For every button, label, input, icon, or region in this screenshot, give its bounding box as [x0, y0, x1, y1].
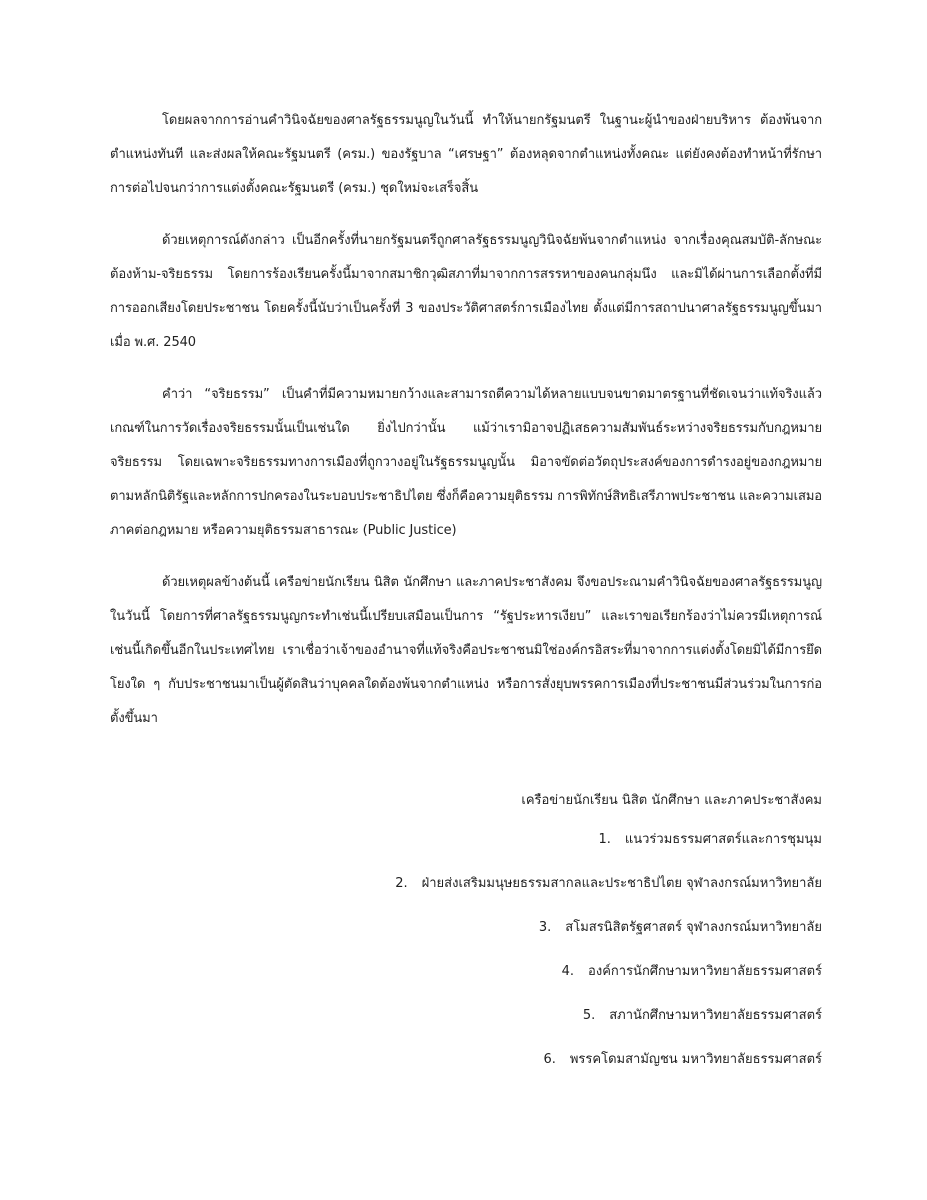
organization-name: ฝ่ายส่งเสริมมนุษยธรรมสากลและประชาธิปไตย จุฬาลงกรณ์มหาวิทยาลัย	[421, 876, 822, 891]
organization-name: พรรคโดมสามัญชน มหาวิทยาลัยธรรมศาสตร์	[569, 1052, 822, 1067]
organization-item	[122, 1048, 822, 1072]
paragraph-2: ด้วยเหตุการณ์ดังกล่าว เป็นอีกครั้งที่นายกรัฐมนตรีถูกศาลรัฐธรรมนูญวินิจฉัยพ้นจากตำแหน่ง จากเรื่องคุณสมบัติ-ลักษณะต้องห้าม-จริยธรรม โดยการร้องเรียนครั้งนี้มาจากสมาชิกวุฒิสภาที่มาจากการสรรหาของคนกลุ่มนึง และมิได้ผ่านการเลือกตั้งที่มีการออกเสียงโดยประชาชน โดยครั้งนี้นับว่าเป็นครั้งที่ 3 ของประวัติศาสตร์การเมืองไทย ตั้งแต่มีการสถาปนาศาลรัฐธรรมนูญขึ้นมาเมื่อ พ.ศ. 2540	[110, 233, 822, 350]
organization-name: สโมสรนิสิตรัฐศาสตร์ จุฬาลงกรณ์มหาวิทยาลัย	[565, 920, 822, 935]
organization-item	[122, 872, 822, 896]
organization-item	[122, 828, 822, 852]
organization-number: 3.	[538, 920, 552, 935]
organization-name: แนวร่วมธรรมศาสตร์และการชุมนุม	[624, 832, 822, 847]
organization-name: องค์การนักศึกษามหาวิทยาลัยธรรมศาสตร์	[588, 964, 822, 979]
organization-number: 4.	[561, 964, 575, 979]
organization-number: 5.	[582, 1008, 596, 1023]
organization-list	[122, 828, 822, 1072]
paragraph-3: คำว่า “จริยธรรม” เป็นคำที่มีความหมายกว้างและสามารถตีความได้หลายแบบจนขาดมาตรฐานที่ชัดเจนว่าแท้จริงแล้วเกณฑ์ในการวัดเรื่องจริยธรรมนั้นเป็นเช่นใด ยิ่งไปกว่านั้น แม้ว่าเรามิอาจปฏิเสธความสัมพันธ์ระหว่างจริยธรรมกับกฎหมาย จริยธรรม โดยเฉพาะจริยธรรมทางการเมืองที่ถูกวางอยู่ในรัฐธรรมนูญนั้น มิอาจขัดต่อวัตถุประสงค์ของการดำรงอยู่ของกฎหมายตามหลักนิติรัฐและหลักการปกครองในระบอบประชาธิปไตย ซึ่งก็คือความยุติธรรม การพิทักษ์สิทธิเสรีภาพประชาชน และความเสมอภาคต่อกฎหมาย หรือความยุติธรรมสาธารณะ (Public Justice)	[110, 387, 822, 538]
organization-item	[122, 960, 822, 984]
paragraph-4: ด้วยเหตุผลข้างต้นนี้ เครือข่ายนักเรียน นิสิต นักศึกษา และภาคประชาสังคม จึงขอประณามคำวินิจฉัยของศาลรัฐธรรมนูญในวันนี้ โดยการที่ศาลรัฐธรรมนูญกระทำเช่นนี้เปรียบเสมือนเป็นการ “รัฐประหารเงียบ” และเราขอเรียกร้องว่าไม่ควรมีเหตุการณ์เช่นนี้เกิดขึ้นอีกในประเทศไทย เราเชื่อว่าเจ้าของอำนาจที่แท้จริงคือประชาชนมิใช่องค์กรอิสระที่มาจากการแต่งตั้งโดยมิได้มีการยึดโยงใด ๆ กับประชาชนมาเป็นผู้ตัดสินว่าบุคคลใดต้องพ้นจากตำแหน่ง หรือการสั่งยุบพรรคการเมืองที่ประชาชนมีส่วนร่วมในการก่อตั้งขึ้นมา	[110, 575, 822, 726]
signatory-network-name: เครือข่ายนักเรียน นิสิต นักศึกษา และภาคประชาสังคม	[521, 793, 822, 808]
statement-body	[110, 104, 822, 754]
organization-number: 2.	[395, 876, 408, 891]
organization-item	[122, 1004, 822, 1028]
organization-number: 6.	[543, 1052, 556, 1067]
signature-block	[122, 784, 822, 1092]
organization-name: สภานักศึกษามหาวิทยาลัยธรรมศาสตร์	[609, 1008, 822, 1023]
organization-item	[122, 916, 822, 940]
paragraph-1: โดยผลจากการอ่านคำวินิจฉัยของศาลรัฐธรรมนูญในวันนี้ ทำให้นายกรัฐมนตรี ในฐานะผู้นำของฝ่ายบริหาร ต้องพ้นจากตำแหน่งทันที และส่งผลให้คณะรัฐมนตรี (ครม.) ของรัฐบาล “เศรษฐา” ต้องหลุดจากตำแหน่งทั้งคณะ แต่ยังคงต้องทำหน้าที่รักษาการต่อไปจนกว่าการแต่งตั้งคณะรัฐมนตรี (ครม.) ชุดใหม่จะเสร็จสิ้น	[110, 113, 822, 196]
organization-number: 1.	[598, 832, 611, 847]
